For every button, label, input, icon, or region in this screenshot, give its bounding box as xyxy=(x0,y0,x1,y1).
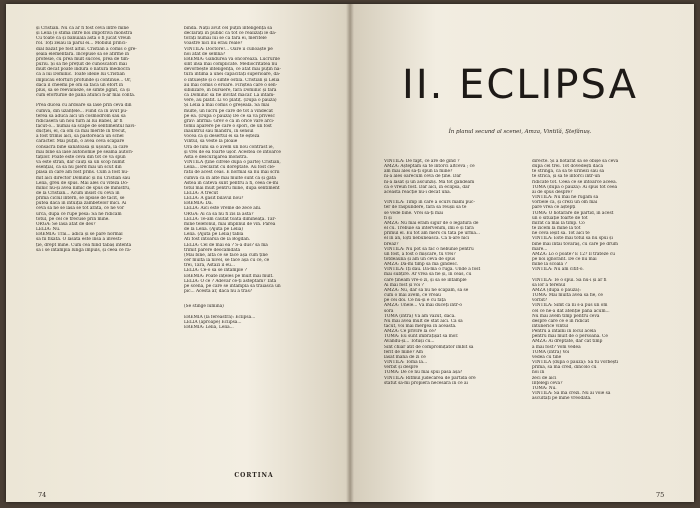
text-line: sibilizare, în bursiere, fără Dominic și fără xyxy=(184,87,277,93)
text-line: totdeauna și am un ceva de spus xyxy=(384,256,456,262)
text-line: urcă, după ce rupe pesa: Să ne ridicăm xyxy=(36,211,122,217)
text-line: să lor a terenul xyxy=(532,282,566,288)
text-line: Nu mai avem timp pentru ceva xyxy=(532,313,600,319)
text-line: LELIA: Ce-o să se întâmple ? xyxy=(184,268,247,274)
text-line: VINTILĂ: Să mă crezi. Nu ai voie să xyxy=(532,391,611,397)
text-line: o intuiește și o simte ostilă. Cristian și Lelia xyxy=(184,77,280,83)
text-line: caracter. Mai puțin, o avea ceva scăpare xyxy=(36,139,125,145)
text-line: AMZA (după o pauză): xyxy=(532,287,581,293)
text-line: ridicate tot. Ceea ce se întoarce aceea. xyxy=(532,179,618,185)
text-line: TOMA: Eu sunt îmbrățișat să mor. xyxy=(384,334,459,340)
text-line: ferit de mine? Am xyxy=(384,349,423,355)
text-line: au mai comis o eroare. Firiștea care o sen- xyxy=(184,82,278,88)
text-line: ratii de acest ceas. E normal să nu mai scrii xyxy=(184,170,280,176)
text-line: AMZA: Ai dreptate, dar cât timp xyxy=(532,339,603,345)
page-number-right: 75 xyxy=(656,491,665,499)
text-line: TOMA: Mai multă avea să fie, ce xyxy=(532,293,603,299)
text-line: cel ce ne-a dat atenție până acum... xyxy=(532,308,610,314)
text-line: mine la scoală ? xyxy=(532,262,567,268)
text-line: vedea cu tine xyxy=(532,354,562,360)
text-line: VINTILĂ: Te o spui. Să nu-i și ar fi xyxy=(532,277,607,283)
text-line: EREMIA: Lelia, Lelia... xyxy=(184,325,234,331)
right-page-column-1 xyxy=(384,159,524,479)
text-line: VINTILĂ: Îți dau. Da-ma o rugă. Unde a fost xyxy=(384,267,481,273)
text-line: plasa în care am fost prins. Cum a fost nu- xyxy=(36,170,129,176)
text-line: AMZA: Lo o poate? E 12? Îl trateze cu xyxy=(532,251,616,257)
text-line: EREMIA (la fereastră): Eclipsa... xyxy=(184,314,256,320)
text-line: te stringă, ca să te urinezi sau să xyxy=(532,169,605,175)
text-line: Lelia... Declarat cu doreptate. Au fost cle- xyxy=(184,165,276,171)
text-line: Lelia. (Ajută pe Lelia) tablă xyxy=(184,232,244,238)
text-line: mai bine să lase autonomie pe seama autori- xyxy=(36,149,134,155)
text-line: VINTILĂ: Nu mai ne rugăm să xyxy=(532,195,599,201)
text-line: terea să aducă aici un cosmodrom sau să xyxy=(36,113,126,119)
text-line: soră xyxy=(384,308,394,314)
text-line: directe. Și a hotărât să se obișe să ceva xyxy=(532,159,619,164)
text-line: ne ceva ieșit să. Tot aici te xyxy=(532,231,590,237)
text-line: să i se întâmplă lunga impuls, și ceea ce ră- xyxy=(36,247,132,253)
text-line: bine mai întâi tovarăș, cu care pe drum xyxy=(532,241,618,247)
text-line: vere, au plătit. Li vo plătiț. (După o pauză) xyxy=(184,98,277,104)
text-line: noi atât de semna? xyxy=(184,51,226,57)
text-line: a mai fost? Vom vedea xyxy=(532,344,581,350)
text-line: ascultați pe mine vreodată. xyxy=(532,396,592,402)
book-spread xyxy=(6,4,694,502)
text-line: mult decât poate îndura o natură mediocră xyxy=(36,67,130,73)
text-line: pe ea. (După o pauză) De ce să vă privesc xyxy=(184,113,275,119)
text-line: și Lelia (o stimă între noi impotriva monstră xyxy=(36,31,133,37)
text-line: ai de spus despre? xyxy=(532,189,573,195)
act-title: II. ECLIPSA xyxy=(402,62,638,108)
text-line: ni-a lăsat și un ascunziș. Mă tot gândeam xyxy=(384,179,475,185)
text-line: totul, pe cel ce trecuse prin mine. xyxy=(36,216,110,222)
text-line: VINTILĂ: De fapt, ce are de gînd ? xyxy=(384,159,460,164)
text-line: AMZA: Nu mai eram sigur de o legătură de xyxy=(384,220,479,226)
text-line: vorbit? xyxy=(532,298,548,304)
text-line: declarați în public că tot ce realizați le da- xyxy=(184,31,277,37)
text-line: minic nu-și avea nimic de spus de ministru, xyxy=(36,185,131,191)
text-line: Pentru a întâlni în locul acela xyxy=(532,329,596,335)
text-line: consacră bine sănătoasă și ușoară, la care xyxy=(36,144,129,150)
text-line: implicau eforturi profunde și continue... Or, xyxy=(36,77,132,83)
text-line: totul mai mult pentru mine, după sentiment xyxy=(184,185,280,191)
text-line: VINTILĂ: Nu am citit-o. xyxy=(532,267,584,273)
text-line: Ati fost întoarsă de la Bogdan. xyxy=(184,237,251,243)
text-line: rol. Toți zeiau la parul ei... Mobilul princi- xyxy=(36,41,127,47)
text-line: EREMIA: Poate înțeles pe mult mai mult. xyxy=(184,273,274,279)
text-line: un o situație foarte de tot xyxy=(532,215,588,221)
text-line: Cu toate că și bănuiala asta o fi jucat vreun xyxy=(36,36,131,42)
text-line: TOMA: O hotărâre de partid, în acest xyxy=(532,210,614,216)
text-line: și Cristian. Nu că ar fi fost ceva între mine xyxy=(36,26,129,31)
text-line: AMZA: Nu, dar să nu ne scăpăm, să se xyxy=(384,287,469,293)
page-number-left: 74 xyxy=(38,491,47,499)
text-line: mare... xyxy=(532,246,548,252)
text-line: pic... Acesta ar, dacă nu a tras? xyxy=(184,288,253,294)
text-line: AMZA: Dă-mi timp să mă gîndesc. xyxy=(384,262,459,268)
text-line: el în an, Ești nebunească. Ca n-are nici xyxy=(384,236,470,242)
text-line: putea dacă în intuiția zâmbetelor mici. Ai xyxy=(36,201,127,207)
text-line: despre care ce e în ridicat xyxy=(532,318,590,324)
text-line: ca Dominic să fie invitat măcar. La întâm- xyxy=(184,93,275,99)
text-line: vocea ca și desertul ei să te eșteza xyxy=(184,134,260,140)
text-line: dacă îl cheemi pe om să facă un efort în xyxy=(36,82,124,88)
text-line: devorbește inteligența, ce atât mai puțin na- xyxy=(184,67,281,73)
text-line: EREMIA: Gândurea vă oncorează. Lucrurile xyxy=(184,56,280,62)
text-line: pare vrea ce aștepți xyxy=(532,205,576,211)
text-line: mai subțire. Ar vrea să fie și, în ceas, cu xyxy=(384,272,472,278)
text-line: și vrei de ea foarte ușor. Acestea ce întoarce xyxy=(184,149,281,155)
text-line: că e vreun fost. Dar aici, în eclipsa, dar xyxy=(384,184,470,190)
text-line: ridicaseră un nou turn al lui Babel, ar fi xyxy=(36,118,123,124)
text-line: cum eforturile de până atunci n-ar mai conta. xyxy=(36,93,136,99)
text-line: VINTILĂ: Nu pot să fac o nebunie pentru xyxy=(384,246,474,252)
text-line: LELIA: Aici este vreme de zece ani. xyxy=(184,206,262,212)
text-line: TOMA: Nu. xyxy=(532,385,557,391)
text-line: breaz? xyxy=(384,241,399,247)
text-line: esențial, ca să nu pierd mai un scut din xyxy=(36,165,122,171)
text-line: de la Lelia. (Ajută pe Lelia) xyxy=(184,227,243,233)
cortina-heading: CORTINA xyxy=(234,472,274,479)
text-line: lăsat mâna de zi ce xyxy=(384,354,426,360)
text-line: sînt însă mai complicate. Mediocritatea nu xyxy=(184,62,278,68)
text-line: TOMA (intră) Voi xyxy=(532,349,570,355)
text-line: după cel trei. Tot dovedești dacă xyxy=(532,164,604,170)
text-line: cumva ca în alte mai multe sunt ca și gata xyxy=(184,175,276,181)
text-line: el cu. Trebuie să intervenim, îmi e și fără xyxy=(384,226,474,232)
text-line: primul el. Eu tot am mers cu tata pe urmă... xyxy=(384,231,481,237)
text-line: ter de răspundere, fără să reușii să te xyxy=(384,205,467,211)
text-line: întunerice vintul xyxy=(532,324,569,329)
text-line: mine telefonul, mai împlinul de vîn. Părea xyxy=(184,221,276,227)
text-line: fi și xyxy=(384,215,392,221)
text-line: ca a lui Dominic. Toate ideile lui Cristian xyxy=(36,72,125,78)
text-line: de la Cristian... Acum insist cu ceva în xyxy=(36,191,120,196)
text-line: Avându-și... Totuși cu... xyxy=(384,339,435,345)
text-line: trei, Tara, Astăzi îl eu... xyxy=(184,263,235,269)
book-gutter xyxy=(346,4,354,502)
text-line: ORGA: Se lasă atât de des? xyxy=(36,221,96,227)
text-line: pe cei doi. Ce nu-și e cu față xyxy=(384,298,446,304)
text-line: vorbele că, și crezi un om mai xyxy=(532,200,598,206)
text-line: bindă. Nații avut cel puțin inteligența să xyxy=(184,26,273,31)
text-line: TOMA (după o pauză): Ai spus tot ceea xyxy=(532,184,618,190)
text-line: multe, un lucru pe care de tot a vindecat xyxy=(184,108,273,114)
text-line: LELIA: Cel de mai ea ? S-a dus? să mă xyxy=(184,242,268,248)
text-line: mit aici director Dominic și nu Cristian sau xyxy=(36,175,130,181)
right-page-column-2 xyxy=(532,159,672,479)
left-page xyxy=(6,4,350,502)
text-line: care țineam vre-o zi, și să se întâmple xyxy=(384,277,467,283)
text-line: Asta e descurajarea monstră. xyxy=(184,154,248,160)
text-line: VINTILĂ: Simt că ni s-a pus un om xyxy=(532,303,608,309)
text-line: VINTILĂ: Toma la... xyxy=(384,360,428,366)
text-line: șeală elementară. Începuse să se afirme în xyxy=(36,51,129,57)
text-line: ție, drept mine. Cum cea fiind tabăș intentă xyxy=(36,242,132,248)
text-line: pentru mai mult de o persoană. Ce xyxy=(532,334,608,340)
text-line: grav: afirma: Grev e ca în orice vare arci- xyxy=(184,118,275,124)
text-line: (Se stinge lumina) xyxy=(184,304,224,310)
left-page-column-2 xyxy=(184,26,324,466)
text-line: LELIA: Te-am căutat toată dimineața. Tăr- xyxy=(184,216,277,222)
text-line: TOMA (intră) Vă am văzut, dacă. xyxy=(384,313,456,319)
text-line: VINTILĂ (ține cifrele după o parte) Cristian, xyxy=(184,160,281,166)
text-line: făcut-o... numai să scape de sentimentul navi- xyxy=(36,123,136,129)
text-line: VINTILĂ: Doctore!... Oare îi cunoaște pe xyxy=(184,46,273,52)
text-line: TOMA: De ce nu mai spui păsă așa? xyxy=(384,370,463,376)
text-line: se vede bine. Vrei să-ți mai xyxy=(384,210,444,216)
text-line: VINTILĂ: Timp în care a ocurs mami puc- xyxy=(384,200,475,206)
text-line: te zicem la mine la tot xyxy=(532,226,581,232)
text-line: pe scena, pe care se întâmplă să trăiască un xyxy=(184,283,281,289)
text-line: Vîntul, să veste la ploaie xyxy=(184,139,238,145)
text-line: trimit parere deocamdată xyxy=(184,247,241,253)
text-line: torați numai lui se că fără ei, meritele xyxy=(184,36,267,42)
text-line: AMZA: Unele... Vă mai duceți într-o xyxy=(384,303,463,309)
text-line: cum o mai avem, ce vreau xyxy=(384,293,441,299)
text-line: ni-a ales oarecum ceva de ține. Dar xyxy=(384,174,462,180)
text-line: tomii apărere pe care o spori, de un fost xyxy=(184,123,272,129)
text-line: prima, să mă cred, dincolo cu xyxy=(532,365,597,371)
text-line: cumva, din uzanțele... Fiind că în avut pu- xyxy=(36,108,128,114)
text-line: VINTILĂ: Ritmul judecarea de partidă ore xyxy=(384,375,476,381)
text-line: Prea ducea cu ardoare să lase prin ceva din xyxy=(36,103,132,109)
text-line: LELIA (aproape) Eclipsa... xyxy=(184,319,242,325)
text-line: voastre nici nu erau reale? xyxy=(184,41,243,47)
text-line: Astea în câteva sunt pentru a fi, ceea ce-mi xyxy=(184,180,279,186)
text-line: LELIA: Nu. xyxy=(36,227,61,233)
text-line: înăuntrul său mândru, în sensul xyxy=(184,129,254,135)
text-line: mirat că mai la timp. Co xyxy=(532,220,585,226)
text-line: statut să-mi propiera necesară în ce ai xyxy=(384,380,468,386)
text-line: EREMIA: Trăi... adică și se pare normal xyxy=(36,232,123,238)
text-line: Ai mai fost și voi ? xyxy=(384,282,424,288)
text-line: zeci de aici xyxy=(532,375,557,381)
text-line: ceva să ne se lasă se tot arăta, ce ne vor xyxy=(36,206,125,212)
text-line: Ora de luni să o avem un nou contrast ie, xyxy=(184,144,274,150)
text-line: plus, să se reevalueze, se simte jignit, ca și xyxy=(36,87,130,93)
text-line: VINTILĂ: Este mai totul să nu spui și xyxy=(532,236,613,242)
text-line: Lelia, greu de spus. Mai ales cu viteză Do- xyxy=(36,180,129,186)
text-line: tura intimă a unei capacități superioare, da- xyxy=(184,72,281,78)
text-line: LELIA: O ce ? Adevăr ce-ți asteptam? Tata xyxy=(184,278,277,284)
text-line: Nu mai avea mult de stat aici. Ca să xyxy=(384,318,463,324)
text-line: tăcut, voi mai mergea în această. xyxy=(384,324,457,329)
text-line: verbit și despre xyxy=(384,365,419,371)
text-line: prima ciclul intern, se lipsise de tacit, se xyxy=(36,196,125,202)
text-line: această reacție nu-i decât una. xyxy=(384,189,452,195)
text-line: puriu. Și să fie prețuit de cunoscători mai xyxy=(36,62,127,68)
text-line: LELIA: A trecut xyxy=(184,191,219,196)
text-line: vă este străn, dar cauți să un scop numit xyxy=(36,160,125,166)
stage-direction: În planul secund al scenei, Amza, Vintilă, Ștefănuș. xyxy=(448,129,592,135)
text-line: să fii fixată. O lasată este însă a investi- xyxy=(36,237,123,243)
text-line: te strică, și să te întorci într-un xyxy=(532,174,600,180)
text-line: cer multă la nivel, se face așa cu ce, ce xyxy=(184,258,270,264)
text-line: pe noi ignorant. De ce nu mai xyxy=(532,256,597,262)
text-line: AMZA: Așteptam să te întorci altceva ; ce xyxy=(384,164,475,170)
text-line: un fost, a fost o mișcare, tu vrei? xyxy=(384,251,456,257)
text-line: AMZA: Ce privire la ce? xyxy=(384,329,437,335)
text-line: a fost trimis aici, să păstoreacă un schel xyxy=(36,134,124,140)
text-line: am mai ales să-ți spun la mine? xyxy=(384,169,453,175)
text-line: dial bazat pe fost altul. Cristian a comis o gre- xyxy=(36,46,137,52)
text-line: tăților. Poate este ceva din tot ce vă spun xyxy=(36,154,126,160)
text-line: ORGA: Ai că să nu fi zis la asta? xyxy=(184,211,254,217)
text-line: Înțelegi ceva? xyxy=(532,380,563,386)
text-line: Sint chiar atit de compromițator îmbit să xyxy=(384,344,474,350)
right-page xyxy=(350,4,694,502)
text-line: ducției, el, ca om ca mai merite în trecut, xyxy=(36,129,127,135)
text-line: (Mai bine, altă ce se face așa cum ține xyxy=(184,252,268,258)
text-line: EREMIA: Da. xyxy=(184,201,213,207)
text-line: profesie, cu prea mult succes, prea de tim- xyxy=(36,56,130,62)
text-line: noi în xyxy=(532,370,545,376)
text-line: Și Lelia a mai comis o greșeală. Sa mai xyxy=(184,103,270,109)
text-line: VINTILĂ (după o pauză): Să tu vorbești xyxy=(532,360,619,366)
text-line: LELIA: A găsit bilăvul nou? xyxy=(184,196,244,202)
left-page-column-1 xyxy=(36,26,176,466)
